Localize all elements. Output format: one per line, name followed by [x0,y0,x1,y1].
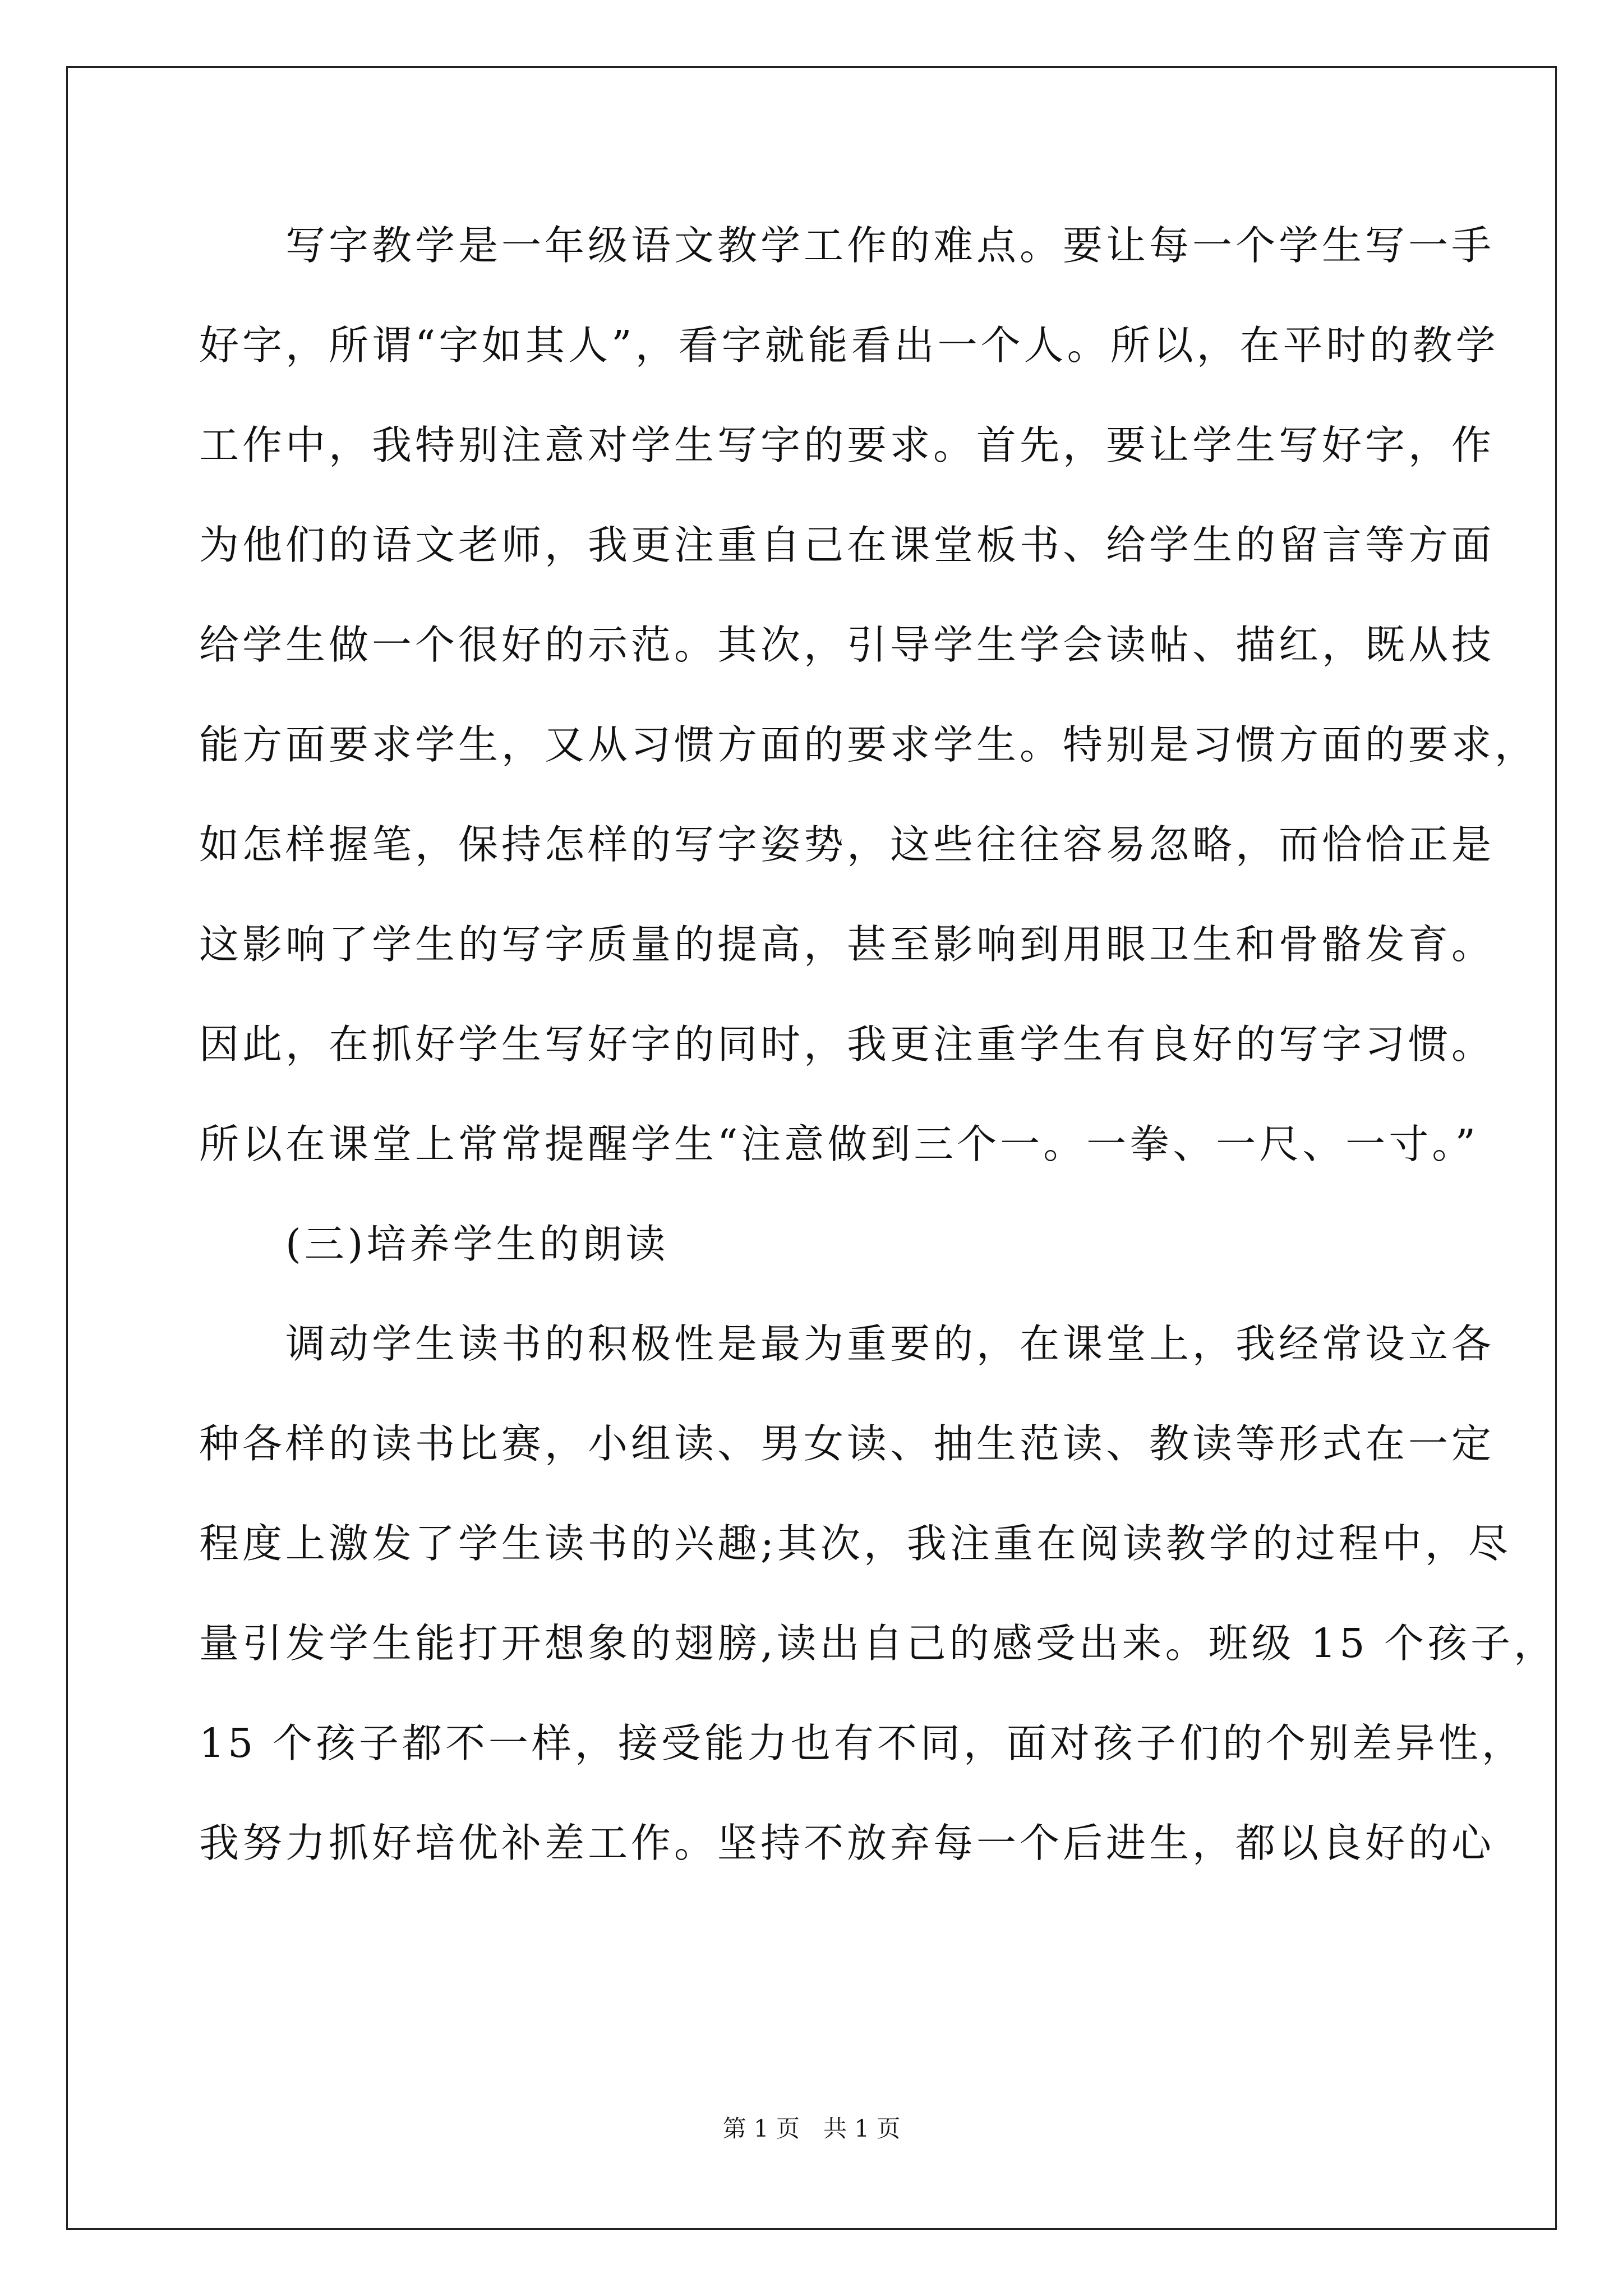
paragraph-line: 调动学生读书的积极性是最为重要的，在课堂上，我经常设立各 [199,1320,1495,1367]
page-number: 第 1 页 共 1 页 [722,2115,901,2142]
paragraph-line: 种各样的读书比赛，小组读、男女读、抽生范读、教读等形式在一定 [199,1420,1495,1467]
paragraph-line: 量引发学生能打开想象的翅膀,读出自己的感受出来。班级 15 个孩子， [199,1620,1557,1667]
paragraph-line: 给学生做一个很好的示范。其次，引导学生学会读帖、描红，既从技 [199,622,1495,668]
paragraph-line: 15 个孩子都不一样，接受能力也有不同，面对孩子们的个别差异性， [199,1720,1525,1766]
paragraph-line: 为他们的语文老师，我更注重自己在课堂板书、给学生的留言等方面 [199,522,1495,568]
paragraph-line: 所以在课堂上常常提醒学生“注意做到三个一。一拳、一尺、一寸。” [199,1121,1479,1167]
paragraph-line: 我努力抓好培优补差工作。坚持不放弃每一个后进生，都以良好的心 [199,1820,1495,1866]
paragraph-line: 因此，在抓好学生写好字的同时，我更注重学生有良好的写字习惯。 [199,1021,1495,1068]
paragraph-line: 工作中，我特别注意对学生写字的要求。首先，要让学生写好字，作 [199,422,1495,468]
paragraph-line: 好字，所谓“字如其人”，看字就能看出一个人。所以，在平时的教学 [199,322,1499,369]
section-heading: (三)培养学生的朗读 [199,1221,669,1267]
paragraph-line: 这影响了学生的写字质量的提高，甚至影响到用眼卫生和骨骼发育。 [199,921,1495,968]
paragraph-line: 写字教学是一年级语文教学工作的难点。要让每一个学生写一手 [199,222,1495,269]
paragraph-line: 程度上激发了学生读书的兴趣;其次，我注重在阅读教学的过程中，尽 [199,1520,1511,1567]
paragraph-line: 如怎样握笔，保持怎样的写字姿势，这些往往容易忽略，而恰恰正是 [199,821,1495,868]
paragraph-line: 能方面要求学生，又从习惯方面的要求学生。特别是习惯方面的要求， [199,721,1538,768]
